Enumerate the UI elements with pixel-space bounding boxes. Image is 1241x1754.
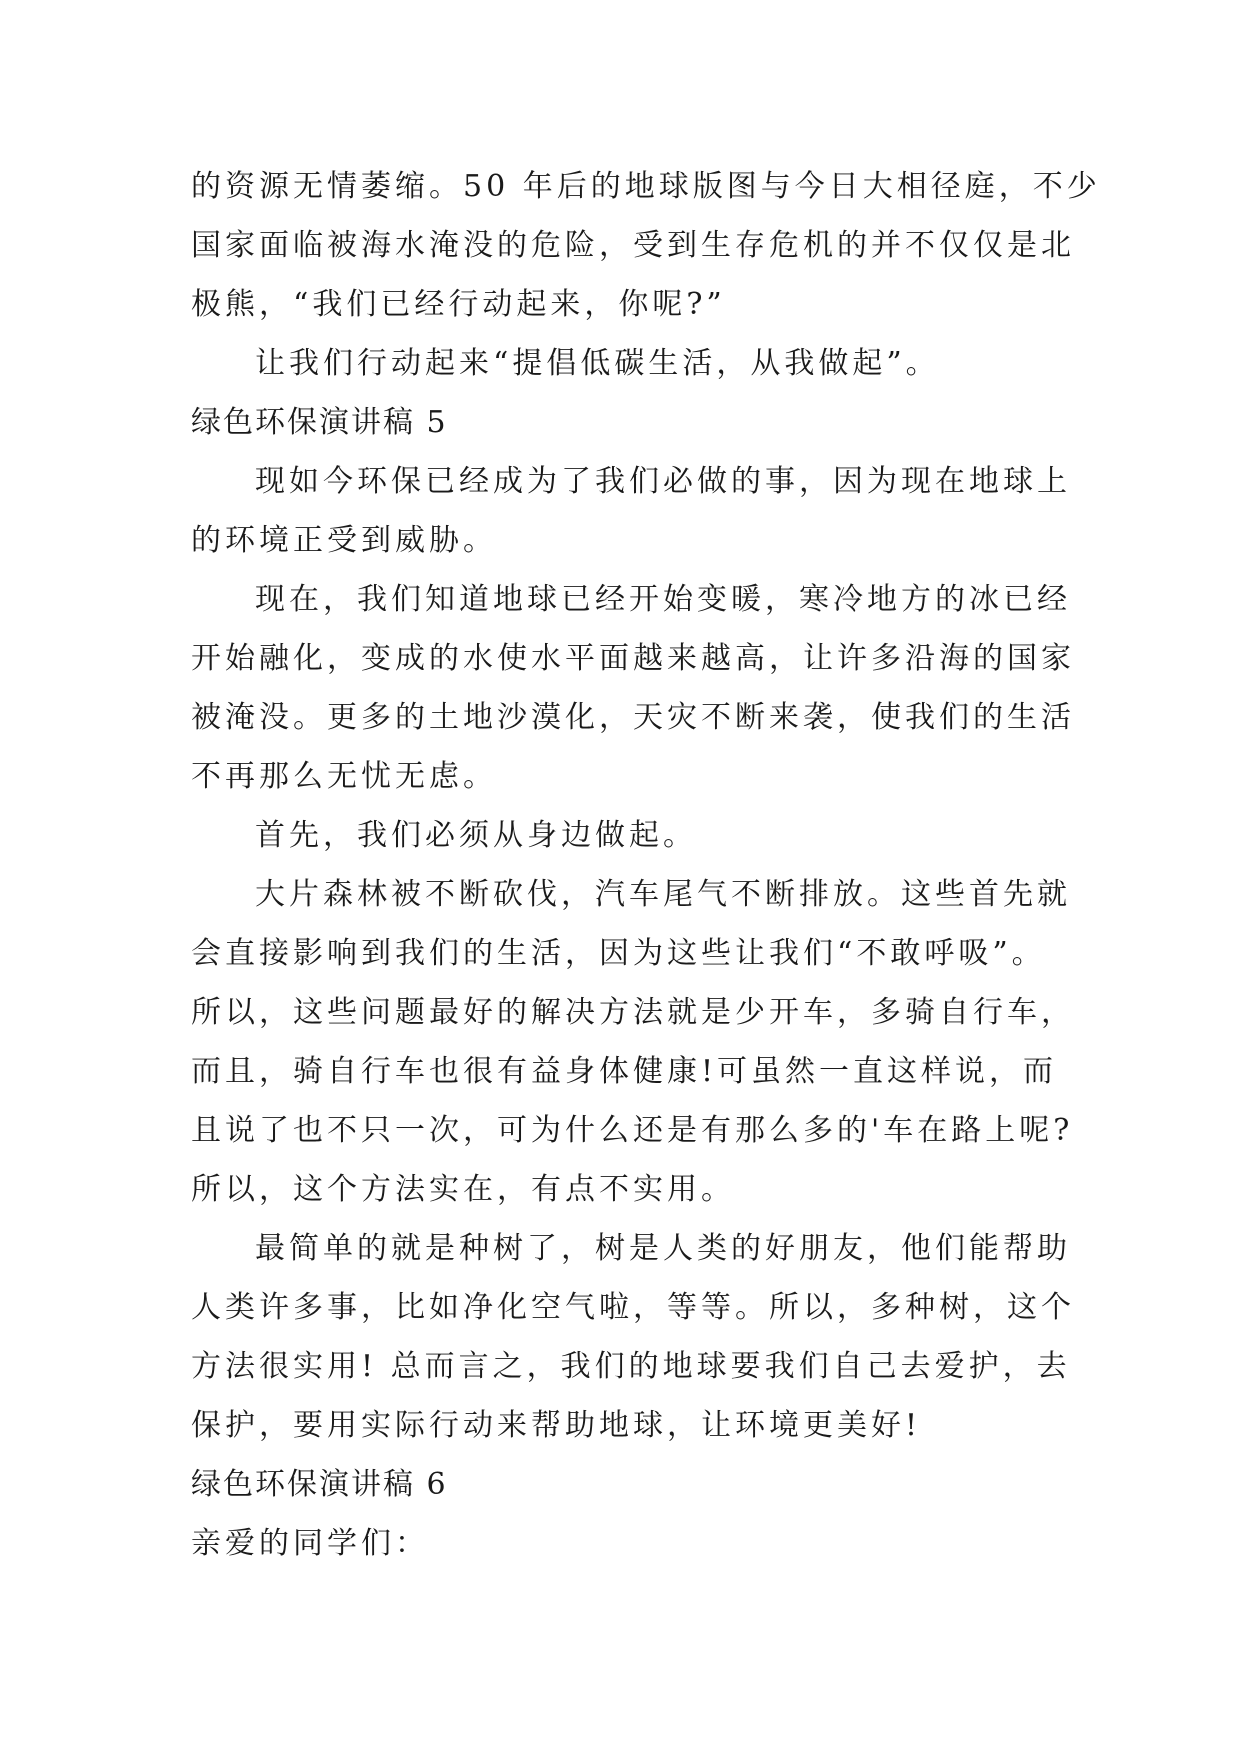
body-text-line: 人类许多事，比如净化空气啦，等等。所以，多种树，这个	[191, 1290, 1075, 1325]
body-text-line: 国家面临被海水淹没的危险，受到生存危机的并不仅仅是北	[191, 228, 1075, 263]
section-heading: 绿色环保演讲稿 6	[191, 1467, 448, 1502]
body-text-line: 的资源无情萎缩。50 年后的地球版图与今日大相径庭，不少	[191, 169, 1101, 204]
body-text-line: 被淹没。更多的土地沙漠化，天灾不断来袭，使我们的生活	[191, 700, 1075, 735]
body-text-line: 开始融化，变成的水使水平面越来越高，让许多沿海的国家	[191, 641, 1075, 676]
paragraph-first-line: 最简单的就是种树了，树是人类的好朋友，他们能帮助	[255, 1231, 1071, 1266]
document-page	[191, 157, 1101, 1573]
salutation-line: 亲爱的同学们：	[191, 1526, 429, 1561]
body-text-line: 极熊，“我们已经行动起来，你呢?”	[191, 287, 726, 322]
paragraph-first-line: 现在，我们知道地球已经开始变暖，寒冷地方的冰已经	[255, 582, 1071, 617]
paragraph-first-line: 现如今环保已经成为了我们必做的事，因为现在地球上	[255, 464, 1071, 499]
body-text-line: 所以，这个方法实在，有点不实用。	[191, 1172, 735, 1207]
paragraph-first-line: 让我们行动起来“提倡低碳生活，从我做起”。	[255, 346, 940, 381]
body-text-line: 而且，骑自行车也很有益身体健康!可虽然一直这样说，而	[191, 1054, 1058, 1089]
paragraph-first-line: 首先，我们必须从身边做起。	[255, 818, 697, 853]
body-text-line: 的环境正受到威胁。	[191, 523, 497, 558]
body-text-line: 所以，这些问题最好的解决方法就是少开车，多骑自行车，	[191, 995, 1075, 1030]
body-text-line: 保护，要用实际行动来帮助地球，让环境更美好!	[191, 1408, 922, 1443]
section-heading: 绿色环保演讲稿 5	[191, 405, 448, 440]
paragraph-first-line: 大片森林被不断砍伐，汽车尾气不断排放。这些首先就	[255, 877, 1071, 912]
body-text-line: 且说了也不只一次，可为什么还是有那么多的'车在路上呢?	[191, 1113, 1074, 1148]
body-text-line: 方法很实用! 总而言之，我们的地球要我们自己去爱护，去	[191, 1349, 1071, 1384]
body-text-line: 不再那么无忧无虑。	[191, 759, 497, 794]
body-text-line: 会直接影响到我们的生活，因为这些让我们“不敢呼吸”。	[191, 936, 1046, 971]
